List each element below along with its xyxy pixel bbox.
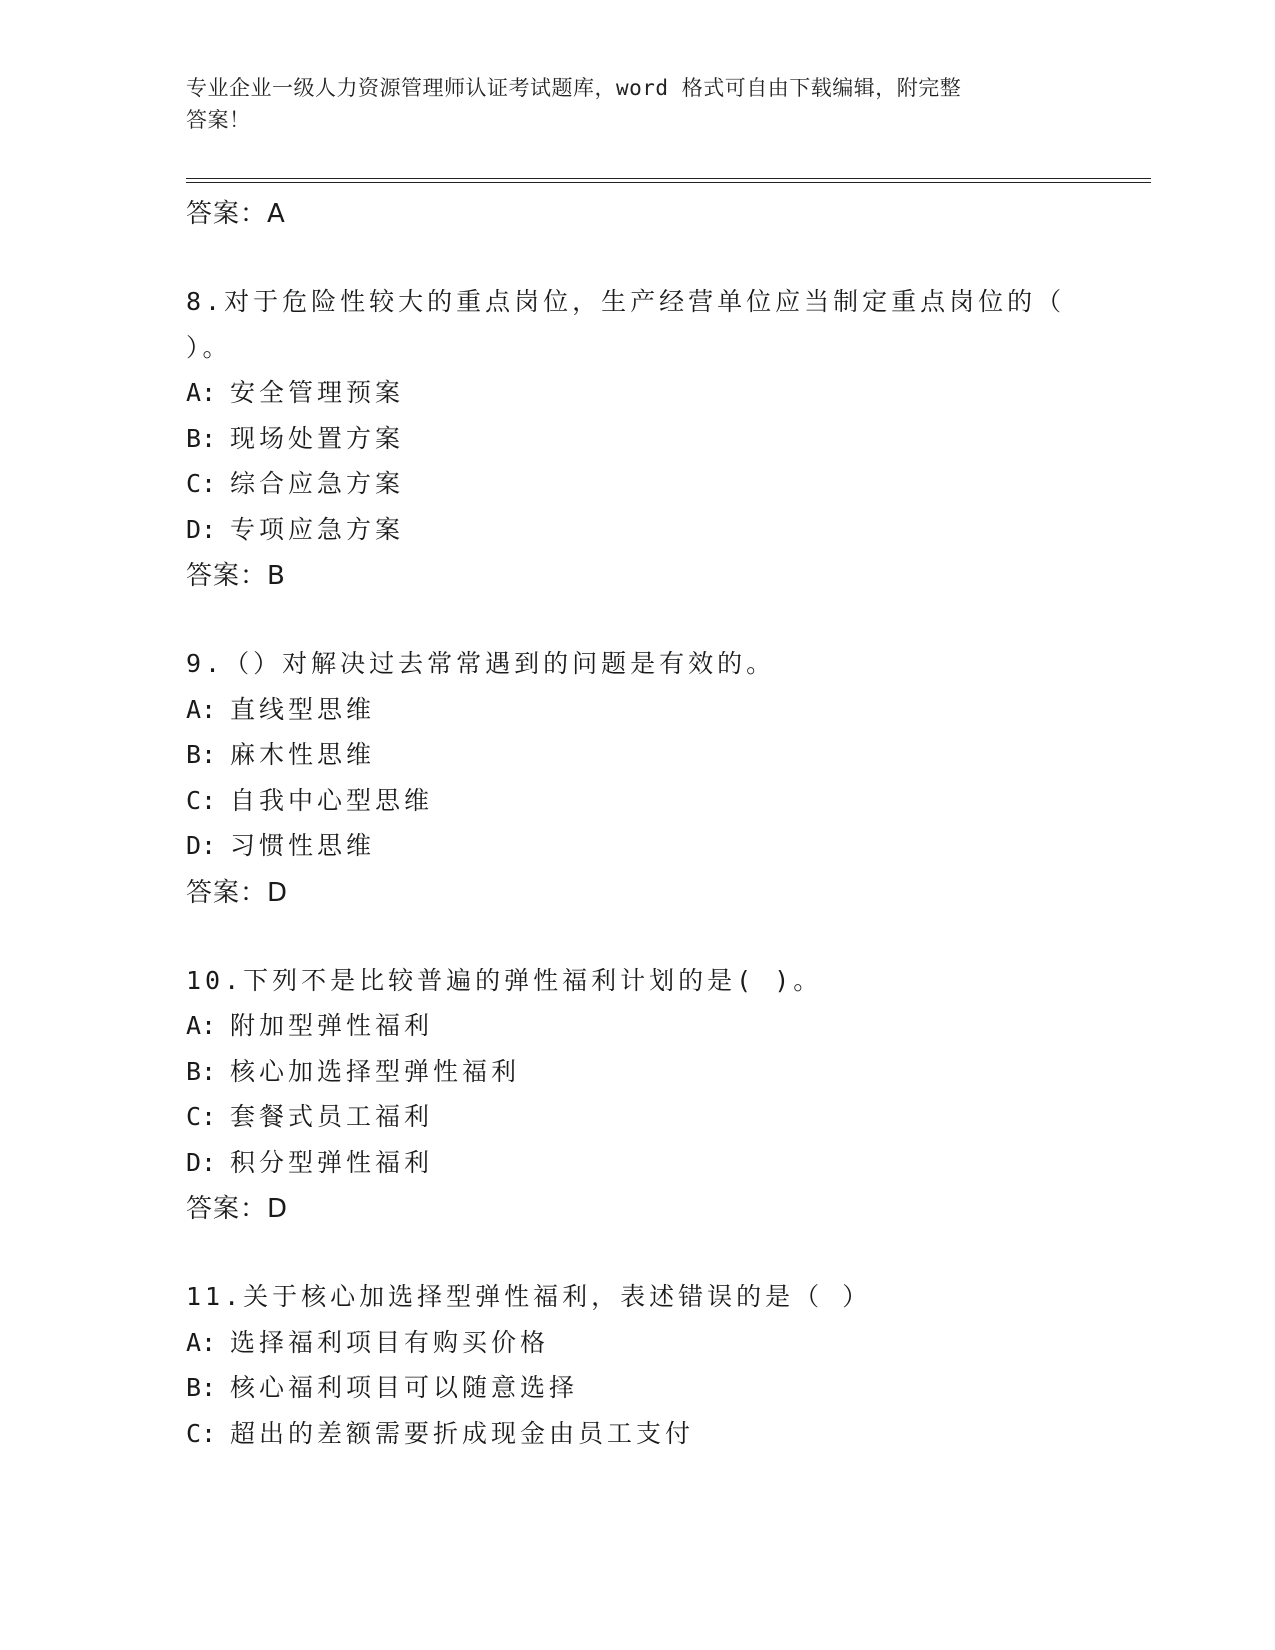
option-letter: D:	[186, 514, 217, 544]
option-text: 附加型弹性福利	[230, 1011, 434, 1040]
option-text: 自我中心型思维	[230, 785, 434, 815]
option-text: 积分型弹性福利	[230, 1147, 434, 1177]
option-row	[186, 1094, 1106, 1140]
option-row	[186, 1003, 1106, 1049]
option-text: 综合应急方案	[230, 469, 405, 498]
option-row	[186, 370, 1106, 416]
option-text: 核心加选择型弹性福利	[230, 1056, 521, 1086]
question-spacer	[186, 238, 1106, 279]
question-block	[186, 279, 1106, 600]
option-text: 习惯性思维	[230, 831, 376, 860]
question-spacer	[186, 917, 1106, 958]
option-letter: B:	[186, 740, 217, 769]
option-row	[186, 507, 1106, 553]
option-letter: C:	[186, 785, 217, 815]
answer-line: 答案：D	[186, 1194, 289, 1224]
option-text: 核心福利项目可以随意选择	[230, 1373, 579, 1402]
header-line-2: 答案！	[186, 108, 251, 132]
header-rule-bottom	[186, 182, 1151, 183]
option-letter: C:	[186, 469, 217, 498]
option-text: 专项应急方案	[230, 514, 405, 544]
option-letter: B:	[186, 1373, 217, 1402]
question-text: 9.（）对解决过去常常遇到的问题是有效的。	[186, 649, 776, 678]
option-row	[186, 1411, 1106, 1457]
option-letter: A:	[186, 1327, 217, 1357]
answer-line: 答案：B	[186, 561, 286, 591]
header-line-1: 专业企业一级人力资源管理师认证考试题库，word 格式可自由下载编辑，附完整	[186, 76, 962, 100]
question-block	[186, 641, 1106, 917]
option-letter: A:	[186, 694, 217, 724]
option-row	[186, 823, 1106, 869]
question-text: 11.关于核心加选择型弹性福利，表述错误的是（ ）	[186, 1282, 872, 1311]
question-spacer	[186, 600, 1106, 641]
option-row	[186, 416, 1106, 462]
question-text: 8.对于危险性较大的重点岗位，生产经营单位应当制定重点岗位的（	[186, 287, 1066, 316]
option-letter: B:	[186, 1056, 217, 1086]
option-row	[186, 1365, 1106, 1411]
option-text: 现场处置方案	[230, 423, 405, 453]
option-text: 直线型思维	[230, 694, 376, 724]
question-text: 10.下列不是比较普遍的弹性福利计划的是( )。	[186, 965, 823, 995]
option-text: 超出的差额需要折成现金由员工支付	[230, 1418, 695, 1448]
question-block	[186, 1274, 1106, 1456]
header-rule-top	[186, 178, 1151, 179]
option-row	[186, 732, 1106, 778]
answer-line: 答案：D	[186, 877, 289, 908]
option-letter: A:	[186, 378, 217, 407]
option-letter: C:	[186, 1102, 217, 1131]
option-letter: C:	[186, 1418, 217, 1448]
option-text: 安全管理预案	[230, 378, 405, 407]
option-row	[186, 1320, 1106, 1366]
question-text: ）。	[186, 332, 232, 362]
option-text: 套餐式员工福利	[230, 1102, 434, 1131]
option-text: 选择福利项目有购买价格	[230, 1327, 550, 1357]
document-header	[186, 72, 1066, 136]
question-spacer	[186, 1233, 1106, 1274]
answer-line: 答案：A	[186, 199, 286, 229]
question-block	[186, 958, 1106, 1234]
option-row	[186, 1049, 1106, 1095]
option-row	[186, 1140, 1106, 1186]
option-letter: A:	[186, 1011, 217, 1040]
option-text: 麻木性思维	[230, 740, 376, 769]
option-row	[186, 461, 1106, 507]
option-letter: D:	[186, 1147, 217, 1177]
option-letter: D:	[186, 831, 217, 860]
question-list	[186, 190, 1106, 1456]
option-letter: B:	[186, 423, 217, 453]
option-row	[186, 687, 1106, 733]
option-row	[186, 778, 1106, 824]
